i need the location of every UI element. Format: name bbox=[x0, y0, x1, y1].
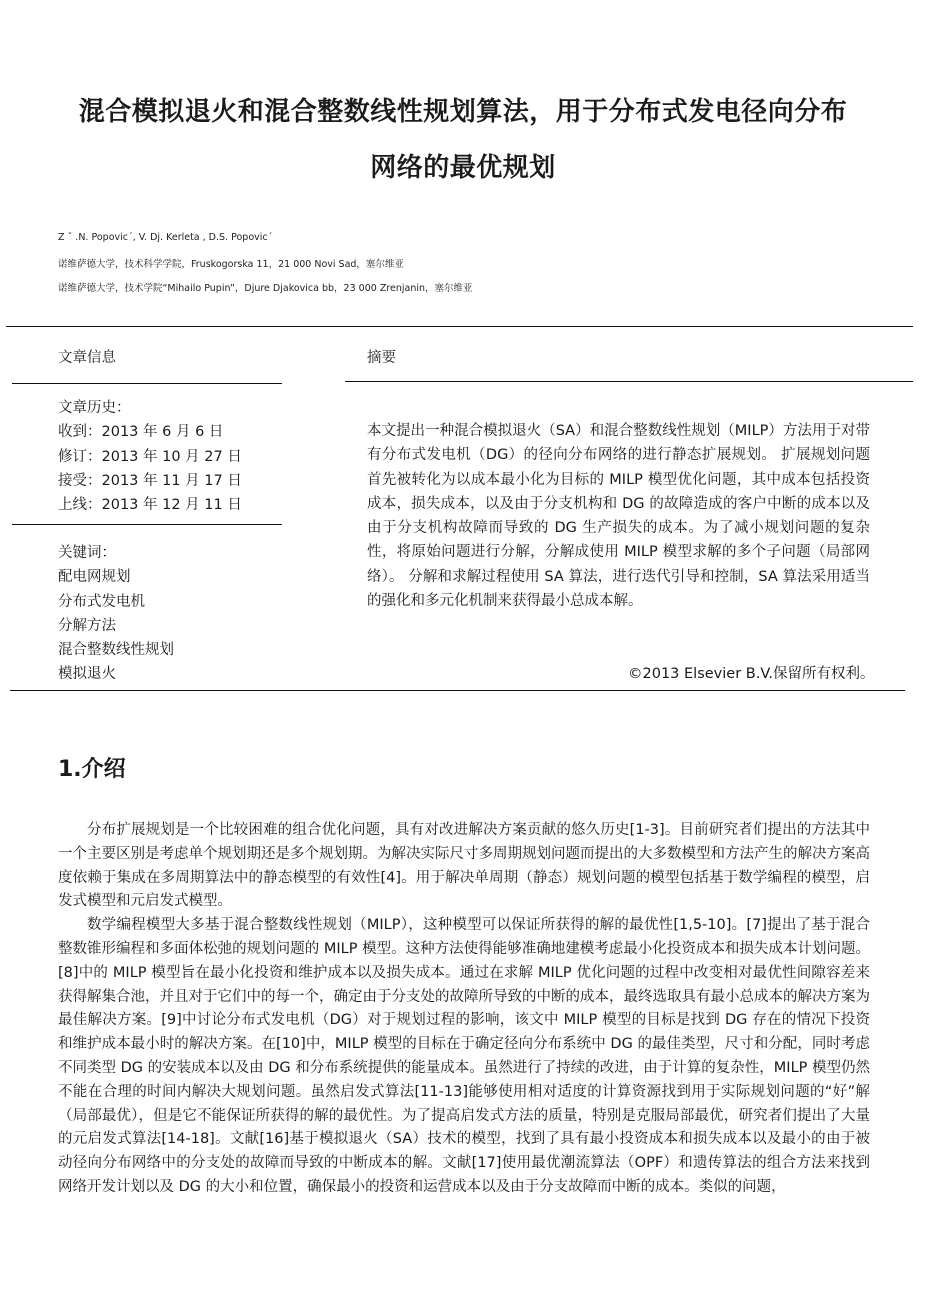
history-revised: 修订：2013 年 10 月 27 日 bbox=[58, 448, 242, 465]
history-received: 收到：2013 年 6 月 6 日 bbox=[58, 424, 224, 441]
authors: Z ˇ .N. Popovic´, V. Dj. Kerleta , D.S. Popovic´ bbox=[58, 232, 273, 243]
section-body bbox=[58, 819, 870, 1200]
article-info-heading: 文章信息 bbox=[58, 350, 116, 366]
bottom-rule bbox=[10, 690, 905, 691]
keyword-item: 配电网规划 bbox=[58, 569, 131, 586]
history-rule bbox=[12, 524, 282, 525]
article-history bbox=[58, 396, 242, 517]
keyword-item: 模拟退火 bbox=[58, 666, 116, 683]
affiliation-2: 诺维萨德大学，技术学院“Mihailo Pupin”，Djure Djakovica bb，23 000 Zrenjanin，塞尔维亚 bbox=[58, 283, 473, 294]
history-online: 上线：2013 年 12 月 11 日 bbox=[58, 497, 242, 514]
paper-title bbox=[40, 84, 886, 196]
history-accepted: 接受：2013 年 11 月 17 日 bbox=[58, 472, 242, 489]
abstract-heading-rule bbox=[345, 381, 913, 382]
copyright-notice: ©2013 Elsevier B.V.保留所有权利。 bbox=[628, 666, 875, 682]
abstract-text: 本文提出一种混合模拟退火（SA）和混合整数线性规划（MILP）方法用于对带有分布式发电机（DG）的径向分布网络的进行静态扩展规划。 扩展规划问题首先被转化为以成本最小化为目标的 MILP 模型优化问题，其中成本包括投资成本，损失成本，以及由于分支机构和 DG 的故障造成的客户中断的成本以及由于分支机构故障而导致的 DG 生产损失的成本。为了减小规划问题的复杂性，将原始问题进行分解，分解成使用 MILP 模型求解的多个子问题（局部网络）。 分解和求解过程使用 SA 算法，进行迭代引导和控制，SA 算法采用适当的强化和多元化机制来获得最小总成本解。 bbox=[367, 423, 870, 610]
paragraph: 分布扩展规划是一个比较困难的组合优化问题，具有对改进解决方案贡献的悠久历史[1-3]。目前研究者们提出的方法其中一个主要区别是考虑单个规划期还是多个规划期。为解决实际尺寸多周期规划问题而提出的大多数模型和方法产生的解决方案高度依赖于集成在多周期算法中的静态模型的有效性[4]。用于解决单周期（静态）规划问题的模型包括基于数学编程的模型，启发式模型和元启发式模型。 bbox=[58, 822, 870, 910]
affiliation-1: 诺维萨德大学，技术科学学院，Fruskogorska 11，21 000 Novi Sad，塞尔维亚 bbox=[58, 259, 404, 270]
keyword-item: 分布式发电机 bbox=[58, 593, 145, 610]
paragraph: 数学编程模型大多基于混合整数线性规划（MILP），这种模型可以保证所获得的解的最优性[1,5-10]。[7]提出了基于混合整数锥形编程和多面体松弛的规划问题的 MILP 模型。这种方法使得能够准确地建模考虑最小化投资成本和损失成本计划问题。[8]中的 MILP 模型旨在最小化投资和维护成本以及损失成本。通过在求解 MILP 优化问题的过程中改变相对最优性间隙容差来获得解集合池，并且对于它们中的每一个，确定由于分支处的故障所导致的中断的成本，最终选取具有最小总成本的解决方案为最佳解决方案。[9]中讨论分布式发电机（DG）对于规划过程的影响，该文中 MILP 模型的目标是找到 DG 存在的情况下投资和维护成本最小时的解决方案。在[10]中，MILP 模型的目标在于确定径向分布系统中 DG 的最佳类型，尺寸和分配，同时考虑不同类型 DG 的安装成本以及由 DG 和分布系统提供的能量成本。虽然进行了持续的改进，由于计算的复杂性，MILP 模型仍然不能在合理的时间内解决大规划问题。虽然启发式算法[11-13]能够使用相对适度的计算资源找到用于实际规划问题的“好”解（局部最优），但是它不能保证所获得的解的最优性。为了提高启发式方法的质量，特别是克服局部最优，研究者们提出了大量的元启发式算法[14-18]。文献[16]基于模拟退火（SA）技术的模型，找到了具有最小投资成本和损失成本以及最小的由于被动径向分布网络中的分支处的故障而导致的中断成本的解。文献[17]使用最优潮流算法（OPF）和遗传算法的组合方法来找到网络开发计划以及 DG 的大小和位置，确保最小的投资和运营成本以及由于分支故障而中断的成本。类似的问题， bbox=[58, 917, 870, 1195]
keywords-label: 关键词： bbox=[58, 545, 116, 561]
title-line-2: 网络的最优规划 bbox=[370, 153, 556, 183]
history-label: 文章历史： bbox=[58, 400, 131, 416]
top-rule bbox=[6, 326, 913, 327]
keyword-item: 分解方法 bbox=[58, 617, 116, 634]
keywords-block bbox=[58, 541, 174, 687]
section-heading: 1.介绍 bbox=[58, 757, 126, 782]
title-line-1: 混合模拟退火和混合整数线性规划算法，用于分布式发电径向分布 bbox=[78, 97, 848, 127]
abstract-heading: 摘要 bbox=[367, 350, 396, 366]
info-heading-rule bbox=[12, 383, 282, 384]
keyword-item: 混合整数线性规划 bbox=[58, 642, 174, 659]
